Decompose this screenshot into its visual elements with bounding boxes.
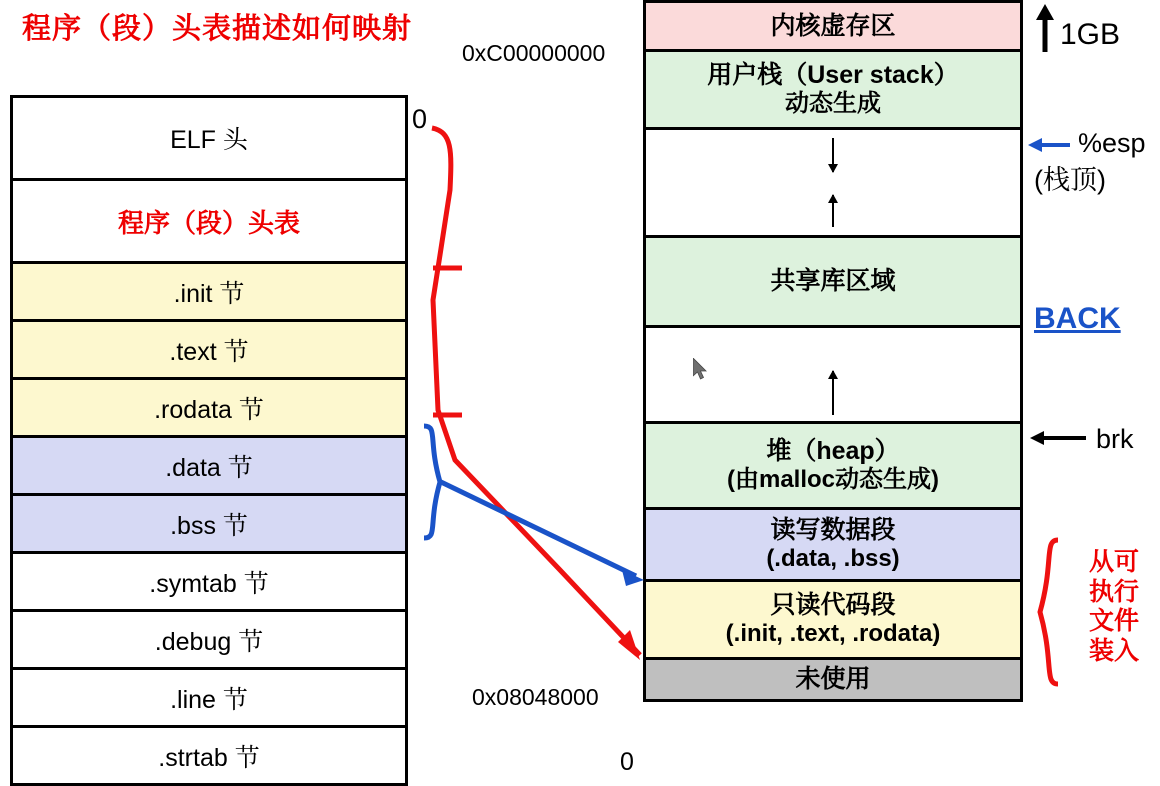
mem-row-ro-code [646, 582, 1020, 660]
page-title: 程序（段）头表描述如何映射 [22, 13, 413, 45]
brk-arrow-head [1030, 431, 1044, 445]
mouse-cursor [693, 358, 711, 382]
elf-row [13, 496, 405, 554]
stack-grow-down-arrow [832, 138, 834, 172]
mem-row-sublabel: 动态生成 [785, 90, 881, 118]
elf-row-label: ELF 头 [170, 126, 248, 154]
address-top: 0xC00000000 [462, 40, 606, 66]
esp-arrow-head [1028, 138, 1042, 152]
mem-row-label: 读写数据段 [770, 516, 896, 545]
elf-row-label: .debug 节 [154, 627, 264, 656]
elf-row-label: .line 节 [170, 685, 248, 714]
elf-row-label: .text 节 [169, 337, 249, 366]
mmap-grow-up-arrow [832, 195, 834, 227]
mem-row-heap [646, 424, 1020, 510]
mem-row-shared-lib [646, 238, 1020, 328]
elf-row [13, 98, 405, 181]
label-load-from-exec: 从可执行文件装入 [1088, 548, 1139, 665]
mem-row-unused [646, 660, 1020, 702]
label-brk: brk [1096, 424, 1134, 454]
label-1gb: 1GB [1060, 18, 1121, 51]
mem-row-user-stack [646, 52, 1020, 130]
virtual-memory-map [643, 0, 1023, 702]
elf-row [13, 181, 405, 264]
red-load-brace [1040, 540, 1058, 684]
blue-mapping-arrow [441, 482, 636, 576]
elf-row [13, 612, 405, 670]
mem-row-rw-data [646, 510, 1020, 582]
mem-row-label: 只读代码段 [770, 591, 896, 620]
mem-row-sublabel: (由malloc动态生成) [726, 466, 939, 494]
mem-row-label: 未使用 [795, 665, 871, 694]
mem-row-label: 用户栈（User stack） [707, 61, 959, 90]
back-link[interactable]: BACK [1034, 302, 1121, 335]
elf-row [13, 322, 405, 380]
mem-row-stack-gap [646, 130, 1020, 238]
elf-row-label: .data 节 [165, 453, 253, 482]
mem-row-label: 共享库区域 [770, 267, 896, 296]
blue-mapping-arrow-head [622, 570, 644, 586]
address-code-start: 0x08048000 [472, 684, 599, 710]
label-esp-sub: (栈顶) [1034, 165, 1106, 195]
elf-row-label: .rodata 节 [154, 395, 264, 424]
mem-row-sublabel: (.init, .text, .rodata) [725, 620, 941, 648]
elf-row-label: .init 节 [173, 279, 245, 308]
elf-row-label: .symtab 节 [149, 569, 269, 598]
blue-brace [424, 426, 440, 538]
label-esp: %esp [1078, 128, 1146, 158]
elf-row [13, 728, 405, 786]
elf-row [13, 554, 405, 612]
red-mapping-arrow-head [618, 630, 640, 660]
elf-file-table [10, 95, 408, 786]
elf-row [13, 380, 405, 438]
elf-row-label: .bss 节 [170, 511, 248, 540]
mem-row-sublabel: (.data, .bss) [766, 545, 900, 573]
elf-row [13, 264, 405, 322]
elf-row [13, 670, 405, 728]
heap-grow-up-arrow [832, 371, 834, 415]
red-mapping-arrow-path [432, 128, 640, 655]
elf-row-label: .strtab 节 [158, 743, 260, 772]
mem-row-label: 内核虚存区 [770, 11, 896, 40]
mem-row-kernel [646, 0, 1020, 52]
elf-row [13, 438, 405, 496]
gb-arrow-head [1036, 4, 1054, 20]
left-zero-marker: 0 [412, 104, 428, 134]
elf-row-label: 程序（段）头表 [117, 207, 300, 238]
address-zero: 0 [620, 748, 634, 776]
mem-row-label: 堆（heap） [766, 437, 900, 466]
